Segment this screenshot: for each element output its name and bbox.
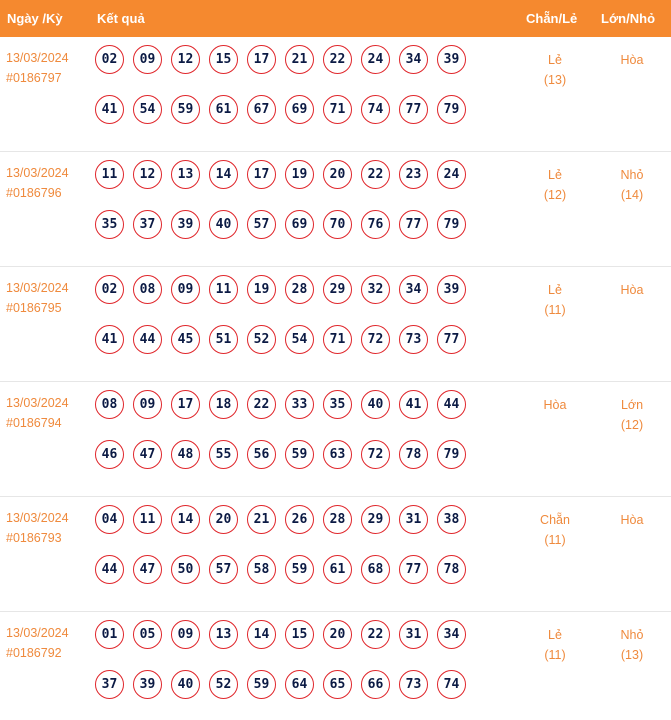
parity-result xyxy=(525,50,585,90)
number-ball: 47 xyxy=(133,440,162,469)
number-ball: 79 xyxy=(437,210,466,239)
parity-result xyxy=(525,625,585,665)
number-ball: 24 xyxy=(361,45,390,74)
number-ball: 77 xyxy=(437,325,466,354)
size-result xyxy=(602,280,662,300)
number-ball: 34 xyxy=(399,45,428,74)
number-ball: 13 xyxy=(171,160,200,189)
number-ball: 68 xyxy=(361,555,390,584)
number-ball: 20 xyxy=(323,620,352,649)
table-row xyxy=(0,152,671,267)
table-row xyxy=(0,382,671,497)
parity-count: (11) xyxy=(544,303,566,317)
number-ball: 45 xyxy=(171,325,200,354)
number-ball: 61 xyxy=(323,555,352,584)
number-ball: 44 xyxy=(133,325,162,354)
number-ball: 08 xyxy=(133,275,162,304)
draw-info xyxy=(6,508,69,548)
number-ball: 11 xyxy=(209,275,238,304)
table-header xyxy=(0,0,671,37)
number-ball: 02 xyxy=(95,275,124,304)
number-ball: 40 xyxy=(209,210,238,239)
number-ball: 78 xyxy=(399,440,428,469)
number-ball: 51 xyxy=(209,325,238,354)
number-ball: 37 xyxy=(133,210,162,239)
size-label: Hòa xyxy=(620,283,644,297)
parity-count: (11) xyxy=(544,648,566,662)
number-ball: 41 xyxy=(95,325,124,354)
draw-date: 13/03/2024 xyxy=(6,51,69,65)
number-ball: 20 xyxy=(323,160,352,189)
number-ball: 15 xyxy=(209,45,238,74)
column-header-size: Lớn/Nhỏ xyxy=(601,11,656,26)
number-ball: 54 xyxy=(285,325,314,354)
number-ball: 72 xyxy=(361,325,390,354)
number-ball: 20 xyxy=(209,505,238,534)
number-ball: 38 xyxy=(437,505,466,534)
size-count: (14) xyxy=(620,188,644,202)
parity-count: (12) xyxy=(543,188,567,202)
ball-line xyxy=(95,325,485,353)
number-ball: 23 xyxy=(399,160,428,189)
draw-info xyxy=(6,278,69,318)
number-ball: 47 xyxy=(133,555,162,584)
ball-line xyxy=(95,210,485,238)
number-ball: 09 xyxy=(171,275,200,304)
number-ball: 09 xyxy=(133,45,162,74)
table-row xyxy=(0,612,671,720)
draw-id: #0186792 xyxy=(6,646,62,660)
parity-label: Hòa xyxy=(543,398,567,412)
number-ball: 73 xyxy=(399,670,428,699)
number-ball: 67 xyxy=(247,95,276,124)
number-ball: 55 xyxy=(209,440,238,469)
number-ball: 71 xyxy=(323,325,352,354)
number-ball: 19 xyxy=(247,275,276,304)
parity-label: Lẻ xyxy=(548,628,562,642)
number-ball: 12 xyxy=(133,160,162,189)
parity-label: Lẻ xyxy=(548,283,562,297)
number-ball: 79 xyxy=(437,95,466,124)
parity-label: Lẻ xyxy=(548,168,562,182)
size-result xyxy=(602,50,662,70)
number-ball: 77 xyxy=(399,210,428,239)
number-ball: 52 xyxy=(247,325,276,354)
number-ball: 41 xyxy=(399,390,428,419)
number-ball: 39 xyxy=(171,210,200,239)
table-row xyxy=(0,267,671,382)
number-ball: 39 xyxy=(133,670,162,699)
size-label: Hòa xyxy=(620,53,644,67)
number-ball: 39 xyxy=(437,275,466,304)
ball-line xyxy=(95,620,485,648)
number-ball: 59 xyxy=(285,555,314,584)
number-ball: 14 xyxy=(247,620,276,649)
size-count: (13) xyxy=(620,648,644,662)
draw-id: #0186796 xyxy=(6,186,62,200)
number-ball: 37 xyxy=(95,670,124,699)
draw-id: #0186793 xyxy=(6,531,62,545)
number-ball: 32 xyxy=(361,275,390,304)
number-ball: 59 xyxy=(171,95,200,124)
size-result xyxy=(602,510,662,530)
number-ball: 77 xyxy=(399,555,428,584)
draw-date: 13/03/2024 xyxy=(6,626,69,640)
number-ball: 40 xyxy=(361,390,390,419)
number-ball: 04 xyxy=(95,505,124,534)
number-ball: 11 xyxy=(133,505,162,534)
ball-line xyxy=(95,670,485,698)
number-ball: 29 xyxy=(361,505,390,534)
column-header-date: Ngày /Kỳ xyxy=(7,11,63,26)
number-ball: 59 xyxy=(247,670,276,699)
draw-date: 13/03/2024 xyxy=(6,166,69,180)
size-count: (12) xyxy=(620,418,644,432)
number-ball: 09 xyxy=(133,390,162,419)
draw-id: #0186797 xyxy=(6,71,62,85)
number-ball: 41 xyxy=(95,95,124,124)
number-ball: 13 xyxy=(209,620,238,649)
table-row xyxy=(0,37,671,152)
number-ball: 31 xyxy=(399,620,428,649)
number-ball: 73 xyxy=(399,325,428,354)
parity-label: Lẻ xyxy=(548,53,562,67)
number-ball: 29 xyxy=(323,275,352,304)
number-ball: 52 xyxy=(209,670,238,699)
size-label: Hòa xyxy=(620,513,644,527)
number-ball: 22 xyxy=(323,45,352,74)
draw-info xyxy=(6,393,69,433)
number-ball: 02 xyxy=(95,45,124,74)
draw-info xyxy=(6,623,69,663)
number-ball: 22 xyxy=(247,390,276,419)
table-row xyxy=(0,497,671,612)
column-header-result: Kết quả xyxy=(97,11,145,26)
number-ball: 79 xyxy=(437,440,466,469)
number-ball: 24 xyxy=(437,160,466,189)
number-ball: 15 xyxy=(285,620,314,649)
number-ball: 22 xyxy=(361,620,390,649)
number-ball: 77 xyxy=(399,95,428,124)
number-ball: 66 xyxy=(361,670,390,699)
number-ball: 65 xyxy=(323,670,352,699)
number-ball: 74 xyxy=(437,670,466,699)
number-ball: 09 xyxy=(171,620,200,649)
size-label: Nhỏ xyxy=(620,168,644,182)
number-ball: 34 xyxy=(437,620,466,649)
number-ball: 56 xyxy=(247,440,276,469)
number-ball: 61 xyxy=(209,95,238,124)
number-ball: 44 xyxy=(95,555,124,584)
number-ball: 05 xyxy=(133,620,162,649)
number-ball: 76 xyxy=(361,210,390,239)
number-ball: 17 xyxy=(247,160,276,189)
number-ball: 35 xyxy=(323,390,352,419)
draw-id: #0186795 xyxy=(6,301,62,315)
parity-result xyxy=(525,165,585,205)
number-ball: 48 xyxy=(171,440,200,469)
number-ball: 14 xyxy=(171,505,200,534)
number-ball: 21 xyxy=(285,45,314,74)
number-ball: 33 xyxy=(285,390,314,419)
number-ball: 18 xyxy=(209,390,238,419)
number-ball: 54 xyxy=(133,95,162,124)
number-ball: 63 xyxy=(323,440,352,469)
number-ball: 58 xyxy=(247,555,276,584)
draw-date: 13/03/2024 xyxy=(6,281,69,295)
number-ball: 74 xyxy=(361,95,390,124)
size-label: Nhỏ xyxy=(620,628,644,642)
draw-info xyxy=(6,163,69,203)
parity-result xyxy=(525,280,585,320)
number-ball: 12 xyxy=(171,45,200,74)
parity-result xyxy=(525,510,585,550)
number-ball: 57 xyxy=(247,210,276,239)
number-ball: 08 xyxy=(95,390,124,419)
number-ball: 34 xyxy=(399,275,428,304)
draw-date: 13/03/2024 xyxy=(6,396,69,410)
number-ball: 26 xyxy=(285,505,314,534)
number-ball: 57 xyxy=(209,555,238,584)
ball-line xyxy=(95,45,485,73)
number-ball: 69 xyxy=(285,95,314,124)
number-ball: 71 xyxy=(323,95,352,124)
number-ball: 44 xyxy=(437,390,466,419)
draw-id: #0186794 xyxy=(6,416,62,430)
draw-date: 13/03/2024 xyxy=(6,511,69,525)
size-result xyxy=(602,165,662,205)
number-ball: 69 xyxy=(285,210,314,239)
number-ball: 35 xyxy=(95,210,124,239)
number-ball: 17 xyxy=(171,390,200,419)
number-ball: 11 xyxy=(95,160,124,189)
size-result xyxy=(602,395,662,435)
parity-result xyxy=(525,395,585,415)
number-ball: 28 xyxy=(285,275,314,304)
ball-line xyxy=(95,275,485,303)
ball-line xyxy=(95,390,485,418)
number-ball: 46 xyxy=(95,440,124,469)
number-ball: 21 xyxy=(247,505,276,534)
number-ball: 50 xyxy=(171,555,200,584)
ball-line xyxy=(95,160,485,188)
number-ball: 39 xyxy=(437,45,466,74)
number-ball: 70 xyxy=(323,210,352,239)
ball-line xyxy=(95,505,485,533)
parity-label: Chẵn xyxy=(540,513,570,527)
ball-line xyxy=(95,95,485,123)
number-ball: 01 xyxy=(95,620,124,649)
number-ball: 14 xyxy=(209,160,238,189)
number-ball: 22 xyxy=(361,160,390,189)
number-ball: 19 xyxy=(285,160,314,189)
draw-info xyxy=(6,48,69,88)
number-ball: 28 xyxy=(323,505,352,534)
ball-line xyxy=(95,555,485,583)
parity-count: (11) xyxy=(544,533,566,547)
number-ball: 59 xyxy=(285,440,314,469)
column-header-parity: Chẵn/Lẻ xyxy=(526,11,578,26)
number-ball: 31 xyxy=(399,505,428,534)
number-ball: 17 xyxy=(247,45,276,74)
number-ball: 72 xyxy=(361,440,390,469)
number-ball: 78 xyxy=(437,555,466,584)
parity-count: (13) xyxy=(543,73,567,87)
number-ball: 64 xyxy=(285,670,314,699)
ball-line xyxy=(95,440,485,468)
size-label: Lớn xyxy=(620,398,644,412)
size-result xyxy=(602,625,662,665)
number-ball: 40 xyxy=(171,670,200,699)
